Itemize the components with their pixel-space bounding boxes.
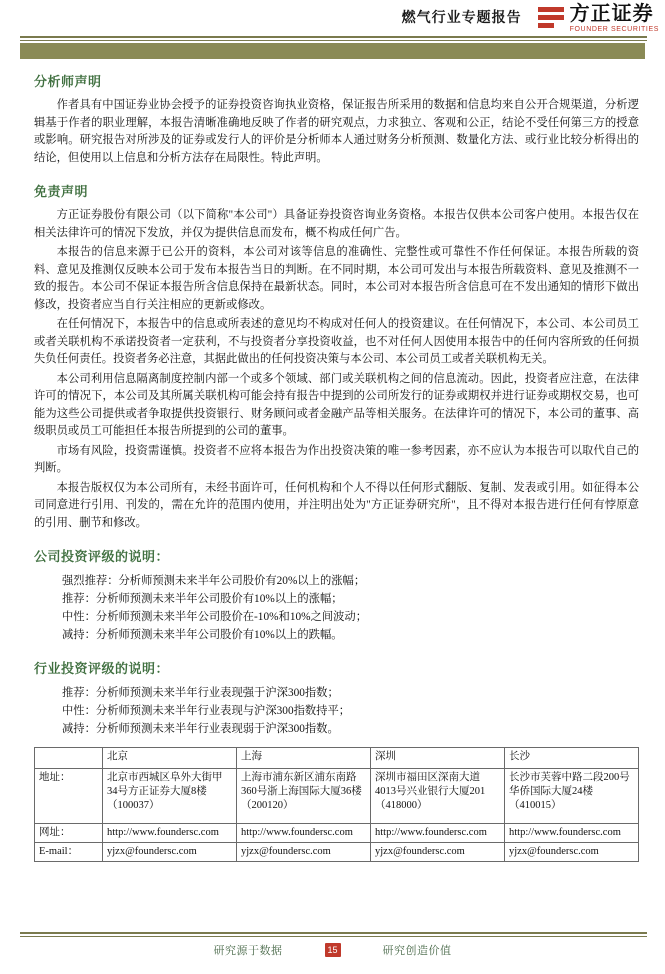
list-item: 推荐：分析师预测未来半年公司股价有10%以上的涨幅； (62, 593, 343, 605)
page-footer (0, 926, 665, 974)
header-divider-thin (20, 40, 647, 41)
logo-name-cn: 方正证券 (569, 2, 654, 25)
footer-slogan-left: 研究源于数据 (213, 945, 283, 957)
table-cell-website[interactable]: http://www.foundersc.com (237, 824, 371, 843)
row-label: E-mail： (35, 843, 103, 862)
table-cell-email[interactable]: yjzx@foundersc.com (371, 843, 505, 862)
footer-divider-thin (20, 936, 647, 937)
table-header-cell (35, 748, 103, 769)
table-cell-website[interactable]: http://www.foundersc.com (103, 824, 237, 843)
paragraph: 在任何情况下，本报告中的信息或所表述的意见均不构成对任何人的投资建议。在任何情况下，本公司、本公司员工或者关联机构不承诺投资者一定获利，不与投资者分享投资收益，也不对任何人因使用本报告中的任何内容所致的任何损失负任何责任。投资者务必注意，其据此做出的任何投资决策与本公司、本公司员工或者关联机构无关。 (34, 318, 639, 365)
footer-slogan-right: 研究创造价值 (382, 945, 452, 957)
footer-divider (20, 932, 647, 934)
list-item: 中性：分析师预测未来半年公司股价在-10%和10%之间波动； (62, 611, 368, 623)
table-row (35, 824, 639, 843)
table-cell-email[interactable]: yjzx@foundersc.com (237, 843, 371, 862)
decorative-band (20, 43, 645, 59)
section-heading-company-rating: 公司投资评级的说明： (34, 549, 170, 564)
table-cell: 北京市西城区阜外大街甲34号方正证券大厦8楼（100037） (103, 769, 237, 824)
table-row (35, 843, 639, 862)
paragraph: 本公司利用信息隔离制度控制内部一个或多个领域、部门或关联机构之间的信息流动。因此，投资者应注意，在法律许可的情况下，本公司及其所属关联机构可能会持有报告中提到的公司所发行的证券或期权并进行证券或期权交易，也可能为这些公司提供或者争取提供投资银行、财务顾问或者金融产品等相关服务。在法律许可的情况下，本公司的董事、高级职员或员工可能担任本报告所提到的公司的董事。 (34, 372, 639, 437)
list-item: 强烈推荐：分析师预测未来半年公司股价有20%以上的涨幅； (62, 575, 366, 587)
founder-logo-icon (536, 3, 566, 33)
company-rating-list (34, 572, 639, 644)
table-header-cell: 深圳 (371, 748, 505, 769)
header-divider (20, 36, 647, 38)
contact-table (34, 747, 639, 862)
row-label: 地址： (35, 769, 103, 824)
table-cell-email[interactable]: yjzx@foundersc.com (505, 843, 639, 862)
report-title: 燃气行业专题报告 (401, 11, 522, 26)
industry-rating-list (34, 684, 639, 738)
page-number-badge: 15 (325, 943, 341, 957)
section-heading-disclaimer: 免责声明 (34, 184, 89, 199)
brand-logo (536, 3, 659, 35)
table-cell-email[interactable]: yjzx@foundersc.com (103, 843, 237, 862)
paragraph: 方正证券股份有限公司（以下简称"本公司"）具备证券投资咨询业务资格。本报告仅供本公司客户使用。本报告仅在相关法律许可的情况下发放，并仅为提供信息而发布，概不构成任何广告。 (34, 209, 639, 239)
section-heading-industry-rating: 行业投资评级的说明： (34, 661, 170, 676)
table-header-cell: 北京 (103, 748, 237, 769)
list-item: 中性：分析师预测未来半年行业表现与沪深300指数持平； (62, 705, 351, 717)
table-cell: 长沙市芙蓉中路二段200号华侨国际大厦24楼（410015） (505, 769, 639, 824)
paragraph: 本报告版权仅为本公司所有，未经书面许可，任何机构和个人不得以任何形式翻版、复制、发表或引用。如征得本公司同意进行引用、刊发的，需在允许的范围内使用，并注明出处为"方正证券研究所"，且不得对本报告进行任何有悖原意的引用、删节和修改。 (34, 481, 639, 529)
paragraph: 本报告的信息来源于已公开的资料，本公司对该等信息的准确性、完整性或可靠性不作任何保证。本报告所载的资料、意见及推测仅反映本公司于发布本报告当日的判断。在不同时期，本公司可发出与本报告所载资料、意见及推测不一致的报告。本公司不保证本报告所含信息保持在最新状态。同时，本公司对本报告所含信息可在不发出通知的情形下做出修改，投资者应当自行关注相应的更新或修改。 (34, 246, 639, 311)
table-row (35, 748, 639, 769)
table-cell-website[interactable]: http://www.foundersc.com (371, 824, 505, 843)
paragraph: 作者具有中国证券业协会授予的证券投资咨询执业资格，保证报告所采用的数据和信息均来自公开合规渠道，分析逻辑基于作者的职业理解，本报告清晰准确地反映了作者的研究观点，力求独立、客观和公正，结论不受任何第三方的授意或影响。研究报告对所涉及的证券或发行人的评价是分析师本人通过财务分析预测、数量化方法、或行业比较分析得出的结论，但使用以上信息和分析方法存在局限性。特此声明。 (34, 99, 639, 164)
list-item: 减持：分析师预测未来半年行业表现弱于沪深300指数。 (62, 723, 339, 735)
section-heading-analyst-statement: 分析师声明 (34, 74, 102, 89)
logo-name-en: FOUNDER SECURITIES (569, 25, 659, 33)
table-cell-website[interactable]: http://www.foundersc.com (505, 824, 639, 843)
table-cell: 深圳市福田区深南大道4013号兴业银行大厦201（418000） (371, 769, 505, 824)
table-header-cell: 上海 (237, 748, 371, 769)
table-header-cell: 长沙 (505, 748, 639, 769)
row-label: 网址： (35, 824, 103, 843)
table-row (35, 769, 639, 824)
page-content (0, 59, 665, 862)
paragraph: 市场有风险，投资需谨慎。投资者不应将本报告为作出投资决策的唯一参考因素，亦不应认为本报告可以取代自己的判断。 (34, 444, 639, 474)
page-header (0, 0, 665, 38)
list-item: 减持：分析师预测未来半年公司股价有10%以上的跌幅。 (62, 629, 343, 641)
list-item: 推荐：分析师预测未来半年行业表现强于沪深300指数； (62, 687, 339, 699)
table-cell: 上海市浦东新区浦东南路360号浙上海国际大厦36楼（200120） (237, 769, 371, 824)
